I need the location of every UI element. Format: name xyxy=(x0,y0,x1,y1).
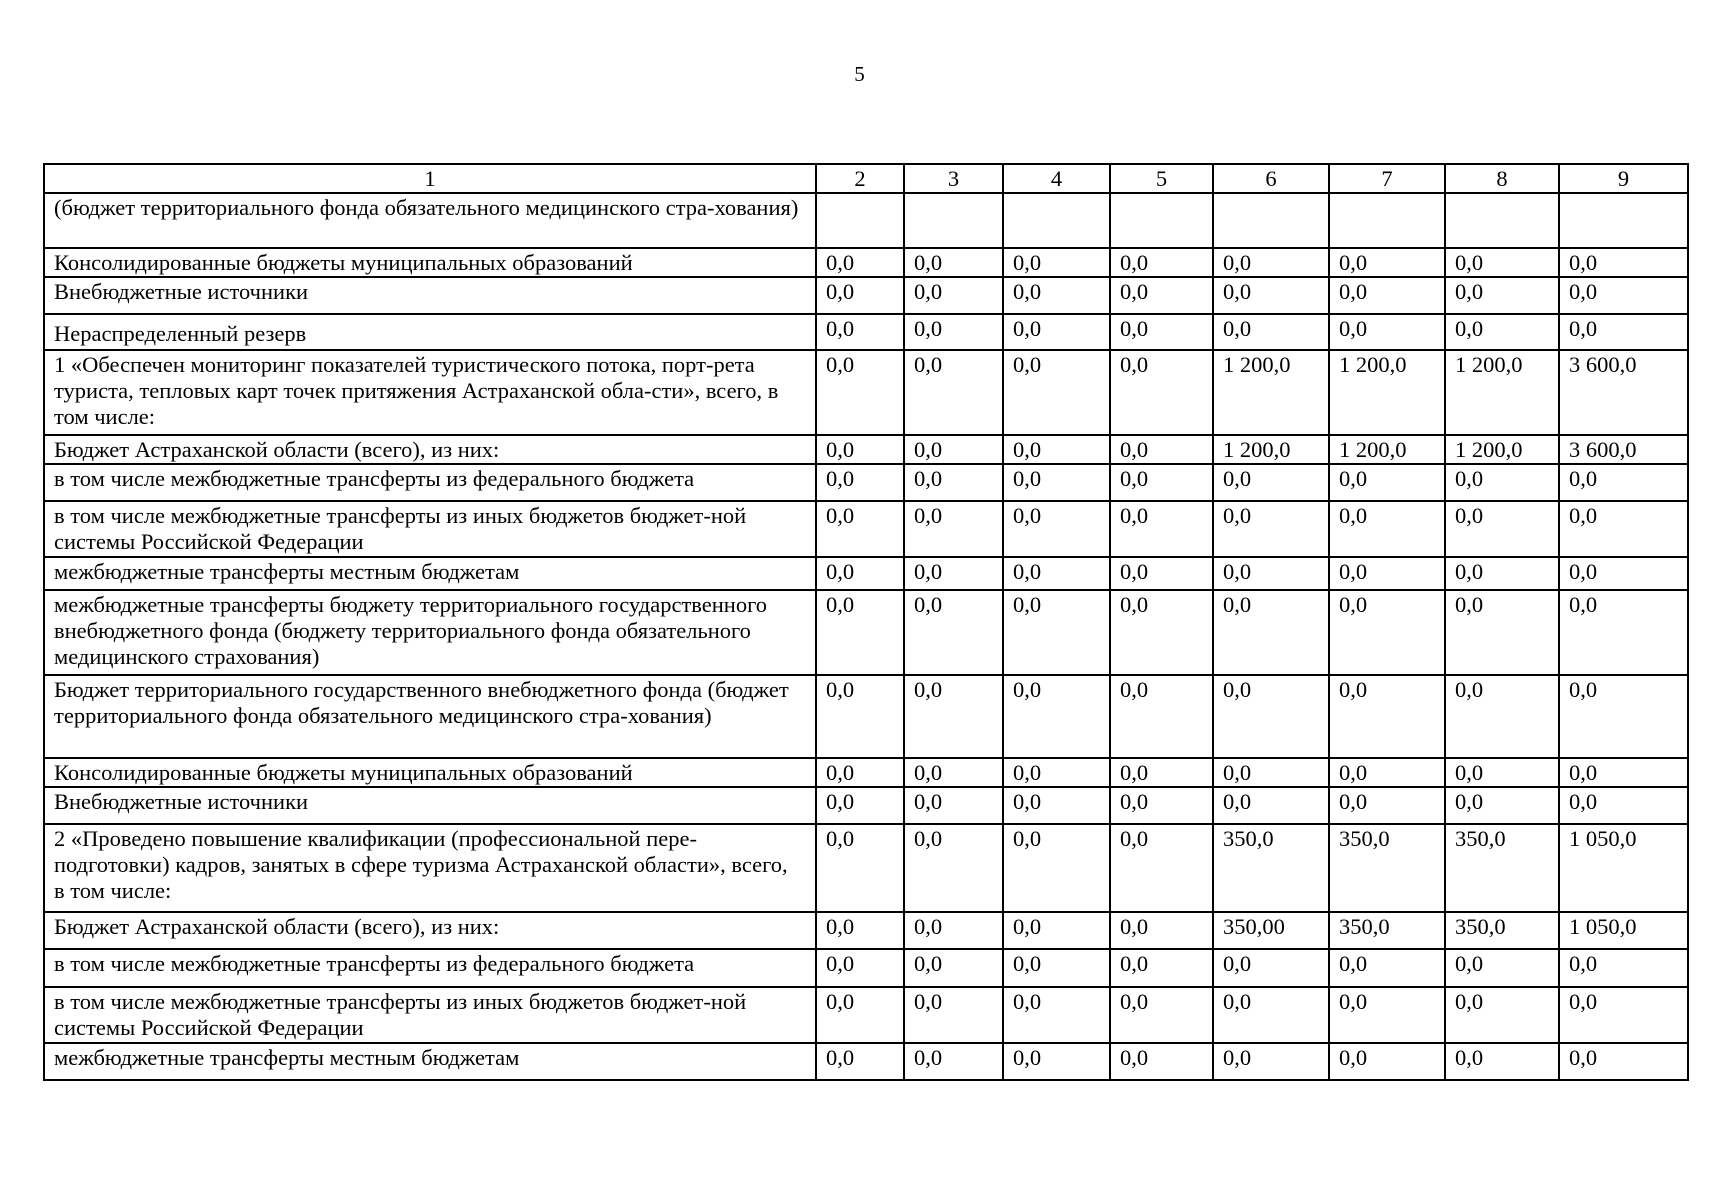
row-label: Консолидированные бюджеты муниципальных образований xyxy=(44,758,816,787)
row-label: 2 «Проведено повышение квалификации (профессиональной пере-подготовки) кадров, занятых в сфере туризма Астраханской области», всего, в том числе: xyxy=(44,824,816,912)
cell-value: 0,0 xyxy=(1110,987,1213,1043)
table-row xyxy=(44,758,1688,787)
cell-value: 0,0 xyxy=(1110,675,1213,758)
cell-value: 0,0 xyxy=(1445,987,1559,1043)
cell-value: 0,0 xyxy=(1003,557,1110,590)
cell-value: 0,0 xyxy=(1110,758,1213,787)
table-row xyxy=(44,501,1688,557)
cell-value: 0,0 xyxy=(904,758,1003,787)
cell-value: 0,0 xyxy=(1110,350,1213,435)
cell-value: 0,0 xyxy=(904,787,1003,824)
table-row xyxy=(44,590,1688,675)
cell-value: 0,0 xyxy=(1003,675,1110,758)
cell-value: 0,0 xyxy=(1110,435,1213,464)
cell-value: 0,0 xyxy=(816,1043,904,1080)
table-row xyxy=(44,277,1688,314)
cell-value: 0,0 xyxy=(1559,557,1688,590)
row-label: межбюджетные трансферты местным бюджетам xyxy=(44,1043,816,1080)
table-row xyxy=(44,350,1688,435)
cell-value: 0,0 xyxy=(1445,1043,1559,1080)
cell-value: 0,0 xyxy=(1110,824,1213,912)
cell-value: 0,0 xyxy=(1003,987,1110,1043)
table-row xyxy=(44,787,1688,824)
cell-value: 0,0 xyxy=(1329,1043,1445,1080)
cell-value: 0,0 xyxy=(1329,557,1445,590)
row-label: Консолидированные бюджеты муниципальных образований xyxy=(44,248,816,277)
cell-value: 0,0 xyxy=(1110,277,1213,314)
cell-value: 0,0 xyxy=(1003,949,1110,987)
cell-value: 0,0 xyxy=(1003,248,1110,277)
cell-value: 0,0 xyxy=(816,787,904,824)
cell-value xyxy=(1213,193,1329,248)
cell-value: 0,0 xyxy=(1445,501,1559,557)
cell-value: 0,0 xyxy=(904,590,1003,675)
table-row xyxy=(44,987,1688,1043)
cell-value: 0,0 xyxy=(1329,590,1445,675)
row-label: в том числе межбюджетные трансферты из федерального бюджета xyxy=(44,949,816,987)
cell-value: 0,0 xyxy=(1213,501,1329,557)
cell-value: 1 200,0 xyxy=(1213,435,1329,464)
table-row xyxy=(44,675,1688,758)
cell-value: 0,0 xyxy=(816,824,904,912)
cell-value: 0,0 xyxy=(1213,277,1329,314)
cell-value xyxy=(1559,193,1688,248)
cell-value: 0,0 xyxy=(1445,949,1559,987)
cell-value: 0,0 xyxy=(816,248,904,277)
cell-value: 0,0 xyxy=(1329,787,1445,824)
cell-value: 0,0 xyxy=(1329,949,1445,987)
row-label: в том числе межбюджетные трансферты из иных бюджетов бюджет-ной системы Российской Федерации xyxy=(44,987,816,1043)
cell-value: 0,0 xyxy=(1445,787,1559,824)
cell-value: 1 200,0 xyxy=(1445,350,1559,435)
header-row xyxy=(44,164,1688,193)
cell-value: 350,0 xyxy=(1445,824,1559,912)
column-header: 9 xyxy=(1559,164,1688,193)
table-row xyxy=(44,248,1688,277)
cell-value: 0,0 xyxy=(904,277,1003,314)
cell-value: 0,0 xyxy=(904,435,1003,464)
cell-value: 0,0 xyxy=(1003,314,1110,350)
cell-value: 0,0 xyxy=(1445,758,1559,787)
cell-value: 0,0 xyxy=(1445,248,1559,277)
column-header: 2 xyxy=(816,164,904,193)
table-row xyxy=(44,557,1688,590)
cell-value: 350,0 xyxy=(1329,912,1445,949)
cell-value: 0,0 xyxy=(1003,350,1110,435)
cell-value: 1 050,0 xyxy=(1559,824,1688,912)
cell-value: 0,0 xyxy=(1213,675,1329,758)
cell-value: 0,0 xyxy=(1213,949,1329,987)
cell-value: 0,0 xyxy=(1003,824,1110,912)
page-number: 5 xyxy=(854,62,865,86)
cell-value: 0,0 xyxy=(1003,501,1110,557)
cell-value: 0,0 xyxy=(1110,464,1213,501)
cell-value: 0,0 xyxy=(1445,314,1559,350)
cell-value: 0,0 xyxy=(1003,758,1110,787)
column-header: 8 xyxy=(1445,164,1559,193)
cell-value: 0,0 xyxy=(1003,787,1110,824)
cell-value: 0,0 xyxy=(1003,277,1110,314)
cell-value: 0,0 xyxy=(904,824,1003,912)
cell-value: 0,0 xyxy=(1329,314,1445,350)
cell-value: 0,0 xyxy=(904,912,1003,949)
cell-value: 0,0 xyxy=(904,350,1003,435)
cell-value: 0,0 xyxy=(904,949,1003,987)
cell-value: 0,0 xyxy=(1003,912,1110,949)
cell-value: 0,0 xyxy=(1559,248,1688,277)
cell-value: 0,0 xyxy=(1559,675,1688,758)
row-label: межбюджетные трансферты местным бюджетам xyxy=(44,557,816,590)
cell-value: 0,0 xyxy=(816,987,904,1043)
cell-value: 0,0 xyxy=(816,501,904,557)
cell-value: 0,0 xyxy=(1329,248,1445,277)
row-label: межбюджетные трансферты бюджету территориального государственного внебюджетного фонда (бюджету территориального фонда обязательного медицинского страхования) xyxy=(44,590,816,675)
cell-value: 0,0 xyxy=(1213,787,1329,824)
cell-value xyxy=(1445,193,1559,248)
cell-value: 3 600,0 xyxy=(1559,435,1688,464)
cell-value: 0,0 xyxy=(1329,464,1445,501)
cell-value: 0,0 xyxy=(1213,464,1329,501)
cell-value xyxy=(816,193,904,248)
table-row xyxy=(44,464,1688,501)
column-header: 6 xyxy=(1213,164,1329,193)
cell-value: 0,0 xyxy=(816,912,904,949)
cell-value xyxy=(1110,193,1213,248)
cell-value: 0,0 xyxy=(1213,248,1329,277)
row-label: Внебюджетные источники xyxy=(44,787,816,824)
table-row xyxy=(44,193,1688,248)
cell-value: 0,0 xyxy=(816,435,904,464)
cell-value: 0,0 xyxy=(1559,758,1688,787)
cell-value: 0,0 xyxy=(1110,557,1213,590)
cell-value: 0,0 xyxy=(816,557,904,590)
cell-value: 0,0 xyxy=(1213,987,1329,1043)
cell-value: 0,0 xyxy=(1110,501,1213,557)
cell-value: 0,0 xyxy=(1445,557,1559,590)
cell-value: 3 600,0 xyxy=(1559,350,1688,435)
cell-value xyxy=(1003,193,1110,248)
cell-value: 0,0 xyxy=(1110,590,1213,675)
column-header: 7 xyxy=(1329,164,1445,193)
cell-value: 0,0 xyxy=(1329,758,1445,787)
cell-value: 0,0 xyxy=(1110,1043,1213,1080)
row-label: Бюджет Астраханской области (всего), из них: xyxy=(44,912,816,949)
cell-value: 0,0 xyxy=(1329,987,1445,1043)
cell-value: 0,0 xyxy=(816,675,904,758)
cell-value: 0,0 xyxy=(1213,1043,1329,1080)
cell-value: 0,0 xyxy=(816,949,904,987)
table-row xyxy=(44,824,1688,912)
cell-value: 0,0 xyxy=(1110,314,1213,350)
table-row xyxy=(44,1043,1688,1080)
cell-value: 0,0 xyxy=(1445,277,1559,314)
cell-value: 0,0 xyxy=(1559,590,1688,675)
cell-value xyxy=(1329,193,1445,248)
cell-value: 0,0 xyxy=(1559,464,1688,501)
cell-value: 0,0 xyxy=(1559,1043,1688,1080)
cell-value: 0,0 xyxy=(1110,248,1213,277)
table-row xyxy=(44,912,1688,949)
cell-value: 0,0 xyxy=(1445,675,1559,758)
cell-value: 350,0 xyxy=(1445,912,1559,949)
column-header: 1 xyxy=(44,164,816,193)
cell-value: 0,0 xyxy=(816,590,904,675)
row-label: Нераспределенный резерв xyxy=(44,314,816,350)
cell-value: 0,0 xyxy=(1213,314,1329,350)
cell-value: 0,0 xyxy=(1110,787,1213,824)
table-row xyxy=(44,435,1688,464)
cell-value: 350,0 xyxy=(1329,824,1445,912)
cell-value: 0,0 xyxy=(904,1043,1003,1080)
cell-value xyxy=(904,193,1003,248)
cell-value: 0,0 xyxy=(1559,949,1688,987)
row-label: (бюджет территориального фонда обязательного медицинского стра-хования) xyxy=(44,193,816,248)
cell-value: 1 200,0 xyxy=(1329,435,1445,464)
cell-value: 0,0 xyxy=(1003,435,1110,464)
cell-value: 0,0 xyxy=(1559,314,1688,350)
column-header: 4 xyxy=(1003,164,1110,193)
budget-table xyxy=(43,163,1689,1081)
cell-value: 0,0 xyxy=(904,557,1003,590)
cell-value: 1 200,0 xyxy=(1213,350,1329,435)
cell-value: 350,0 xyxy=(1213,824,1329,912)
cell-value: 0,0 xyxy=(1559,277,1688,314)
cell-value: 0,0 xyxy=(1003,1043,1110,1080)
row-label: Бюджет территориального государственного внебюджетного фонда (бюджет территориального фонда обязательного медицинского стра-хования) xyxy=(44,675,816,758)
cell-value: 0,0 xyxy=(1003,464,1110,501)
cell-value: 350,00 xyxy=(1213,912,1329,949)
cell-value: 0,0 xyxy=(816,350,904,435)
cell-value: 0,0 xyxy=(904,501,1003,557)
row-label: 1 «Обеспечен мониторинг показателей туристического потока, порт-рета туриста, тепловых карт точек притяжения Астраханской обла-сти», всего, в том числе: xyxy=(44,350,816,435)
cell-value: 0,0 xyxy=(816,758,904,787)
cell-value: 1 050,0 xyxy=(1559,912,1688,949)
cell-value: 0,0 xyxy=(816,277,904,314)
cell-value: 0,0 xyxy=(1213,758,1329,787)
column-header: 3 xyxy=(904,164,1003,193)
column-header: 5 xyxy=(1110,164,1213,193)
cell-value: 0,0 xyxy=(1213,557,1329,590)
cell-value: 1 200,0 xyxy=(1445,435,1559,464)
cell-value: 0,0 xyxy=(904,987,1003,1043)
cell-value: 0,0 xyxy=(1003,590,1110,675)
cell-value: 0,0 xyxy=(1110,912,1213,949)
cell-value: 0,0 xyxy=(816,464,904,501)
row-label: в том числе межбюджетные трансферты из федерального бюджета xyxy=(44,464,816,501)
cell-value: 0,0 xyxy=(1213,590,1329,675)
cell-value: 0,0 xyxy=(904,248,1003,277)
cell-value: 0,0 xyxy=(1445,590,1559,675)
row-label: в том числе межбюджетные трансферты из иных бюджетов бюджет-ной системы Российской Федерации xyxy=(44,501,816,557)
cell-value: 0,0 xyxy=(904,314,1003,350)
cell-value: 0,0 xyxy=(1559,501,1688,557)
cell-value: 0,0 xyxy=(1559,987,1688,1043)
table-row xyxy=(44,949,1688,987)
cell-value: 0,0 xyxy=(1559,787,1688,824)
cell-value: 0,0 xyxy=(904,464,1003,501)
cell-value: 1 200,0 xyxy=(1329,350,1445,435)
cell-value: 0,0 xyxy=(1329,675,1445,758)
row-label: Внебюджетные источники xyxy=(44,277,816,314)
cell-value: 0,0 xyxy=(904,675,1003,758)
cell-value: 0,0 xyxy=(1110,949,1213,987)
cell-value: 0,0 xyxy=(1329,277,1445,314)
table-row xyxy=(44,314,1688,350)
cell-value: 0,0 xyxy=(816,314,904,350)
row-label: Бюджет Астраханской области (всего), из них: xyxy=(44,435,816,464)
cell-value: 0,0 xyxy=(1445,464,1559,501)
cell-value: 0,0 xyxy=(1329,501,1445,557)
